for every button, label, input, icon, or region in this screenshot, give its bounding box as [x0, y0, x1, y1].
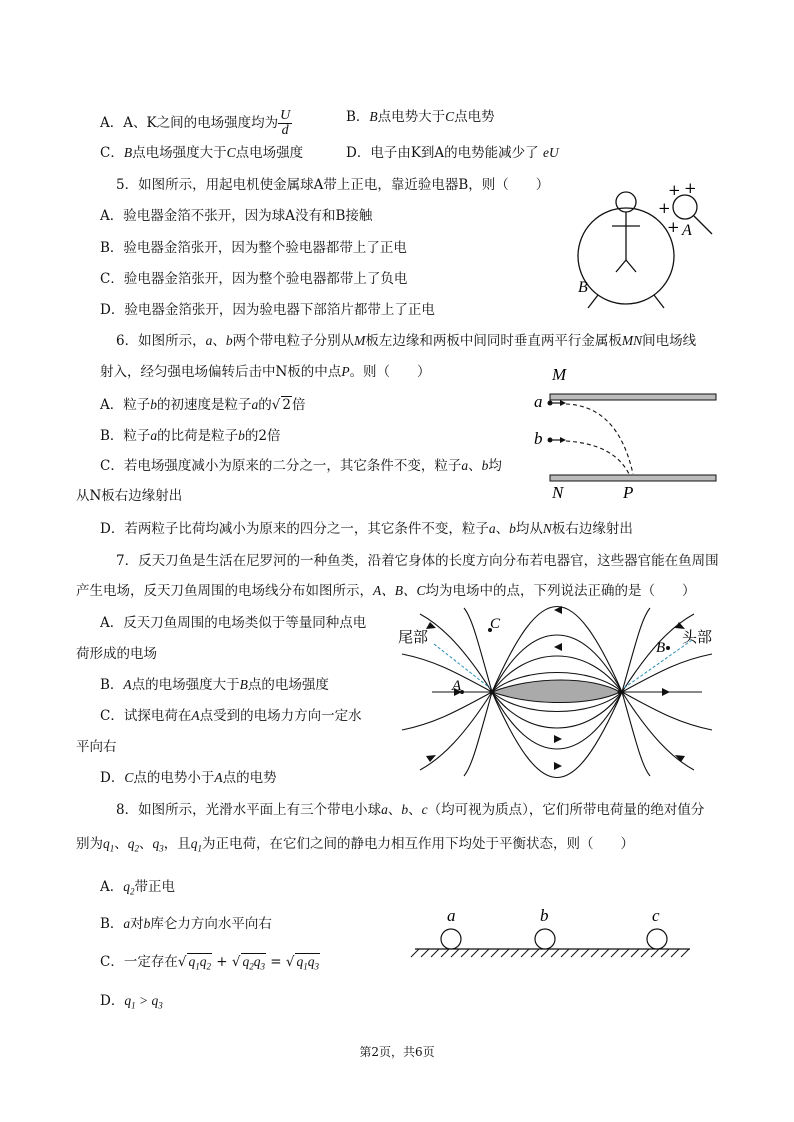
q8-stem-line1: 8．如图所示，光滑水平面上有三个带电小球a、b、c（均可视为质点），它们所带电荷量的绝对值分 [116, 802, 705, 818]
label-b: B [578, 279, 588, 296]
q4-option-a: A．A、K之间的电场强度均为 $\frac{U}{d}$ [100, 108, 291, 138]
foil-right [626, 260, 636, 272]
fish-body [492, 680, 620, 703]
q7-option-a-line2: 荷形成的电场 [76, 646, 157, 662]
label-a: a [534, 392, 543, 411]
q8-option-a: A．$q_2$带正电 [100, 879, 175, 897]
page-footer: 第2页，共6页 [359, 1045, 435, 1059]
point-b [666, 646, 670, 650]
ball-b [535, 929, 555, 949]
q7-fish-field-figure [392, 608, 722, 783]
q7-option-b: B．A点的电场强度大于B点的电场强度 [100, 677, 329, 693]
q5-option-a: A．验电器金箔不张开，因为球A没有和B接触 [100, 208, 373, 224]
ball-a [441, 929, 461, 949]
plus-sign-1: + [668, 181, 681, 199]
plate-m [550, 394, 716, 400]
foil-left [616, 260, 626, 272]
label-b: B [656, 640, 666, 656]
q6-stem-line1: 6．如图所示，a、b两个带电粒子分别从M板左边缘和两板中间同时垂直两平行金属板MN间电场线 [116, 333, 697, 349]
q4-fraction: $\frac{U}{d}$ [280, 108, 291, 138]
electroscope-knob [616, 192, 636, 212]
label-p: P [623, 483, 634, 502]
q7-option-d: D．C点的电势小于A点的电势 [100, 770, 277, 786]
q6-option-b: B．粒子a的比荷是粒子b的2倍 [100, 428, 281, 444]
label-a: A [452, 678, 462, 694]
label-c: C [490, 616, 501, 632]
q7-option-c-line1: C．试探电荷在A点受到的电场力方向一定水 [100, 708, 362, 724]
q6-stem-line2: 射入，经匀强电场偏转后击中N板的中点P。则（ ） [100, 364, 431, 380]
particle-b [548, 438, 553, 443]
label-a: a [447, 906, 456, 925]
trajectory-b [566, 441, 629, 474]
q6-option-c-line1: C．若电场强度减小为原来的二分之一，其它条件不变，粒子a、b均 [100, 458, 502, 474]
q6-option-d: D．若两粒子比荷均减小为原来的四分之一，其它条件不变，粒子a、b均从N板右边缘射出 [100, 521, 633, 537]
label-b: b [540, 906, 549, 925]
q5-electroscope-figure [570, 180, 730, 320]
q8-balls-figure [415, 905, 695, 965]
plus-sign-2: + [684, 179, 697, 197]
tail-point [490, 690, 495, 695]
q5-option-c: C．验电器金箔张开，因为整个验电器都带上了负电 [100, 271, 408, 287]
label-a: A [682, 222, 692, 239]
q5-option-d: D．验电器金箔张开，因为验电器下部箔片都带上了正电 [100, 302, 435, 318]
q5-stem: 5．如图所示，用起电机使金属球A带上正电，靠近验电器B，则（ ） [116, 177, 550, 193]
label-n: N [552, 483, 564, 502]
q7-option-a-line1: A．反天刀鱼周围的电场类似于等量同种点电 [100, 615, 367, 631]
head-point [618, 690, 623, 695]
label-b: b [534, 429, 543, 448]
q7-stem-line1: 7．反天刀鱼是生活在尼罗河的一种鱼类，沿着它身体的长度方向分布若电器官，这些器官能在鱼周围 [116, 553, 719, 569]
q6-option-c-line2: 从N板右边缘射出 [76, 488, 183, 504]
q4-option-c: C．B点电场强度大于C点电场强度 [100, 145, 304, 161]
ball-c [647, 929, 667, 949]
q8-option-c: C．一定存在√ $q_1q_2$ + √ $q_2q_3$ = √ $q_1q_3$ [100, 953, 320, 975]
plus-sign-4: + [667, 218, 680, 236]
plus-sign-3: + [658, 199, 671, 217]
q4-option-d: D．电子由K到A的电势能减少了 eU [346, 145, 559, 161]
q8-option-b: B．a对b库仑力方向水平向右 [100, 916, 272, 932]
trajectory-a [566, 404, 633, 474]
ground-hatch [411, 949, 689, 957]
q8-option-d: D．$q_1 > q_3$ [100, 993, 163, 1011]
head-label: 头部 [682, 628, 713, 646]
q6-plates-figure [530, 362, 725, 504]
label-c: c [652, 906, 660, 925]
q5-option-b: B．验电器金箔张开，因为整个验电器都带上了正电 [100, 240, 407, 256]
q7-stem-line2: 产生电场，反天刀鱼周围的电场线分布如图所示，A、B、C均为电场中的点，下列说法正确的是（ ） [76, 583, 696, 599]
q7-option-c-line2: 平向右 [76, 739, 117, 755]
q6-option-a: A．粒子b的初速度是粒子a的√ 2倍 [100, 397, 306, 413]
label-m: M [552, 365, 567, 384]
q8-stem-line2: 别为$q_1$、$q_2$、$q_3$，且$q_1$为正电荷，在它们之间的静电力相互作用下均处于平衡状态，则（ ） [76, 836, 634, 854]
plate-n [550, 475, 716, 481]
q4-option-b: B．B点电势大于C点电势 [346, 109, 495, 125]
tail-label: 尾部 [398, 628, 429, 646]
particle-a [548, 401, 553, 406]
